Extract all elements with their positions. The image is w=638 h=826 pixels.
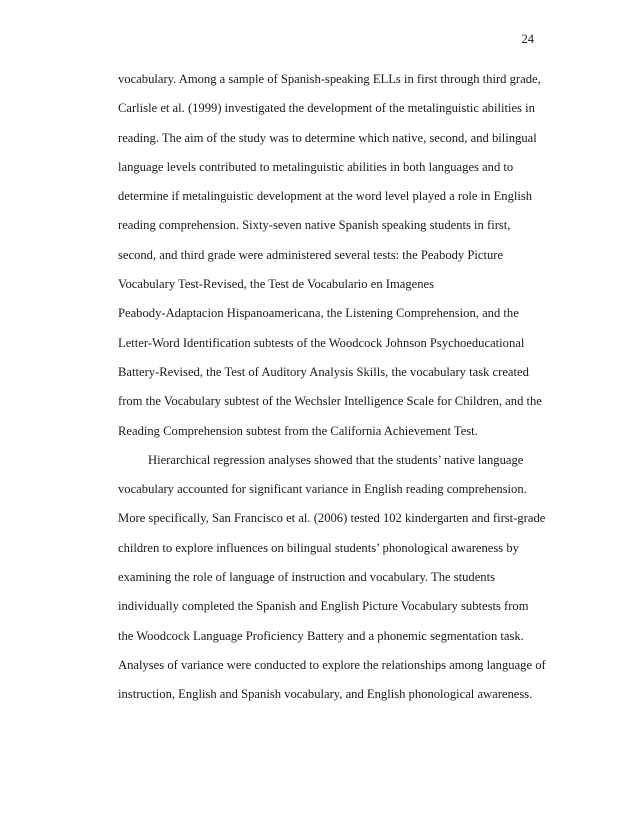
text-line: instruction, English and Spanish vocabulary, and English phonological awareness. xyxy=(118,687,533,702)
text-line: vocabulary accounted for significant variance in English reading comprehension. xyxy=(118,482,527,497)
text-line: Analyses of variance were conducted to explore the relationships among language of xyxy=(118,657,546,672)
text-line: Letter-Word Identification subtests of the Woodcock Johnson Psychoeducational xyxy=(118,335,525,350)
body-text xyxy=(118,71,548,716)
text-line: individually completed the Spanish and English Picture Vocabulary subtests from xyxy=(118,599,529,614)
text-line: reading. The aim of the study was to determine which native, second, and bilingual xyxy=(118,130,537,145)
text-line: Carlisle et al. (1999) investigated the development of the metalinguistic abilities in xyxy=(118,101,535,116)
text-line: the Woodcock Language Proficiency Battery and a phonemic segmentation task. xyxy=(118,628,524,643)
page-number: 24 xyxy=(521,32,534,46)
text-line: More specifically, San Francisco et al. (2006) tested 102 kindergarten and first-grade xyxy=(118,511,546,526)
text-line: second, and third grade were administered several tests: the Peabody Picture xyxy=(118,247,504,262)
text-line: Vocabulary Test-Revised, the Test de Vocabulario en Imagenes xyxy=(118,277,435,292)
text-line: vocabulary. Among a sample of Spanish-speaking ELLs in first through third grade, xyxy=(118,72,541,86)
text-line: language levels contributed to metalinguistic abilities in both languages and to xyxy=(118,159,514,174)
text-line: examining the role of language of instruction and vocabulary. The students xyxy=(118,570,496,585)
text-line: children to explore influences on bilingual students’ phonological awareness by xyxy=(118,540,519,555)
text-line: reading comprehension. Sixty-seven native Spanish speaking students in first, xyxy=(118,218,511,233)
text-line: Peabody-Adaptacion Hispanoamericana, the Listening Comprehension, and the xyxy=(118,306,519,321)
paragraph-start-line: Hierarchical regression analyses showed that the students’ native language xyxy=(148,452,524,467)
text-line: from the Vocabulary subtest of the Wechsler Intelligence Scale for Children, and the xyxy=(118,394,542,409)
text-line: Battery-Revised, the Test of Auditory Analysis Skills, the vocabulary task created xyxy=(118,364,529,379)
text-line: determine if metalinguistic development at the word level played a role in English xyxy=(118,189,533,204)
text-line: Reading Comprehension subtest from the California Achievement Test. xyxy=(118,423,478,438)
